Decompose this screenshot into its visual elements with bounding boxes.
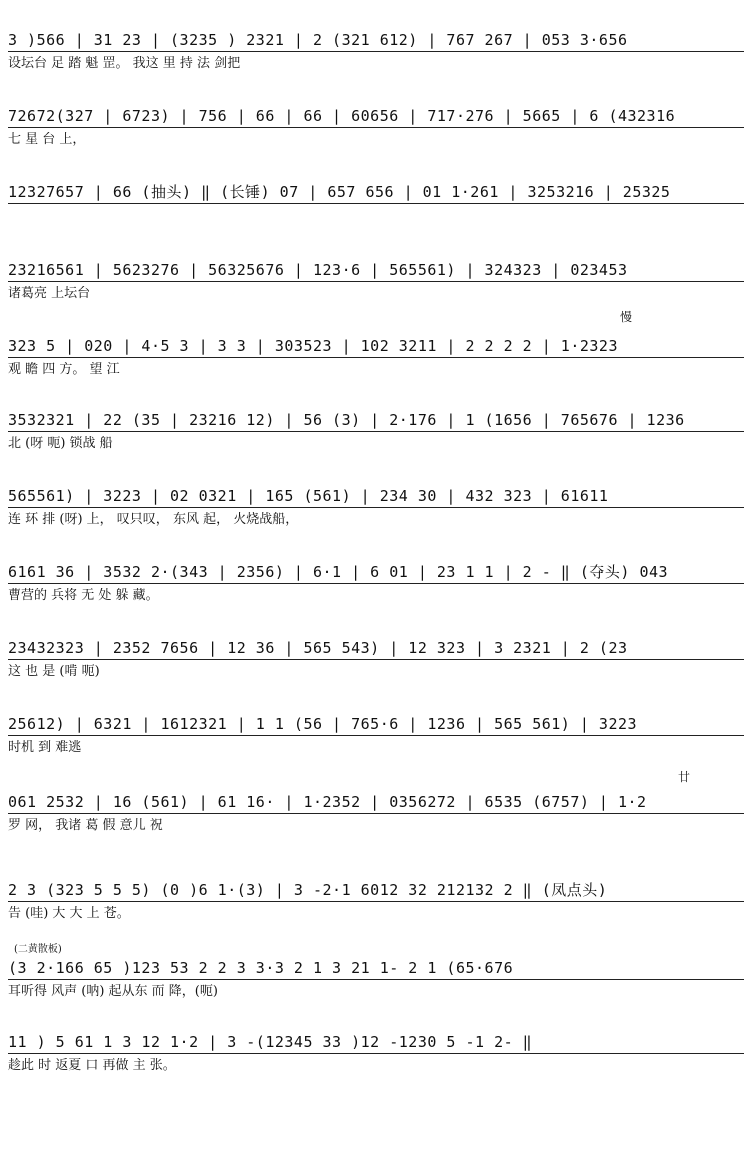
lyric-line: 告 (哇) 大 大 上 苍。 [8, 906, 130, 921]
notation-line: 23432323 | 2352 7656 | 12 36 | 565 543) | 12 323 | 3 2321 | 2 (23 [8, 638, 744, 660]
lyric-line: 诸葛亮 上坛台 [8, 286, 91, 301]
notation-line: 72672(327 | 6723) | 756 | 66 | 66 | 60656 | 717·276 | 5665 | 6 (432316 [8, 106, 744, 128]
notation-line: 11 ) 5 61 1 3 12 1·2 | 3 -(12345 33 )12 -1230 5 -1 2- ‖ [8, 1032, 744, 1054]
tempo-marking: 慢 [620, 310, 633, 324]
notation-line: (3 2·166 65 )123 53 2 2 3 3·3 2 1 3 21 1- 2 1 (65·676 [8, 958, 744, 980]
notation-line: 2 3 (323 5 5 5) (0 )6 1·(3) | 3 -2·1 6012 32 212132 2 ‖ (凤点头) [8, 880, 744, 902]
section-label: (二黄散板) [14, 944, 62, 955]
lyric-line: 连 环 排 (呀) 上， 叹只叹， 东风 起， 火烧战船， [8, 512, 299, 527]
notation-line: 12327657 | 66 (抽头) ‖ (长锤) 07 | 657 656 | 01 1·261 | 3253216 | 25325 [8, 182, 744, 204]
notation-line: 23216561 | 5623276 | 56325676 | 123·6 | 565561) | 324323 | 023453 [8, 260, 744, 282]
lyric-line: 北 (呀 呃) 锁战 船 [8, 436, 113, 451]
lyric-line: 设坛台 足 踏 魁 罡。 我这 里 持 法 剑把 [8, 56, 241, 71]
lyric-line: 耳听得 风声 (呐) 起从东 而 降，(呃) [8, 984, 218, 999]
lyric-line: 七 星 台 上， [8, 132, 86, 147]
lyric-line: 观 瞻 四 方。 望 江 [8, 362, 120, 377]
notation-line: 3 )566 | 31 23 | (3235 ) 2321 | 2 (321 612) | 767 267 | 053 3·656 [8, 30, 744, 52]
notation-line: 25612) | 6321 | 1612321 | 1 1 (56 | 765·6 | 1236 | 565 561) | 3223 [8, 714, 744, 736]
lyric-line: 曹营的 兵将 无 处 躲 藏。 [8, 588, 159, 603]
free-meter-marking: 廿 [678, 770, 691, 784]
lyric-line: 时机 到 难逃 [8, 740, 82, 755]
lyric-line: 罗 网， 我诸 葛 假 意儿 祝 [8, 818, 163, 833]
notation-line: 3532321 | 22 (35 | 23216 12) | 56 (3) | 2·176 | 1 (1656 | 765676 | 1236 [8, 410, 744, 432]
lyric-line: 趁此 时 返夏 口 再做 主 张。 [8, 1058, 176, 1073]
lyric-line: 这 也 是 (啃 呃) [8, 664, 100, 679]
notation-line: 565561) | 3223 | 02 0321 | 165 (561) | 234 30 | 432 323 | 61611 [8, 486, 744, 508]
notation-line: 323 5 | 020 | 4·5 3 | 3 3 | 303523 | 102 3211 | 2 2 2 2 | 1·2323 [8, 336, 744, 358]
notation-line: 6161 36 | 3532 2·(343 | 2356) | 6·1 | 6 01 | 23 1 1 | 2 - ‖ (夺头) 043 [8, 562, 744, 584]
notation-line: 061 2532 | 16 (561) | 61 16· | 1·2352 | 0356272 | 6535 (6757) | 1·2 [8, 792, 744, 814]
